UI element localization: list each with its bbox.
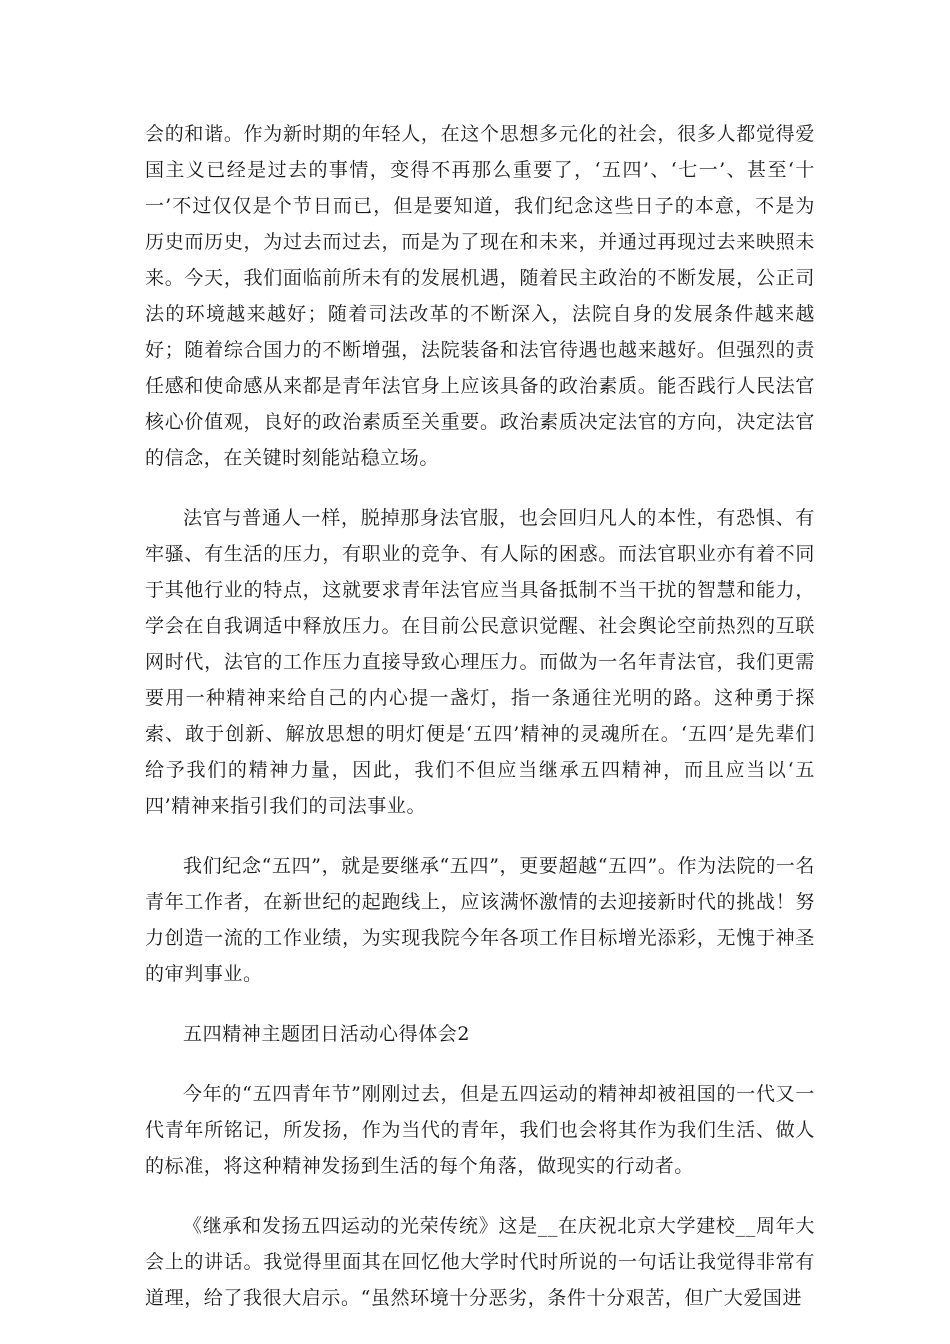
paragraph-speech: 《继承和发扬五四运动的光荣传统》这是__在庆祝北京大学建校__周年大会上的讲话。我觉得里面其在回忆他大学时代时所说的一句话让我觉得非常有道理，给了我很大启示。“虽然环境十分恶劣，条件十分艰苦，但广大爱国进 (145, 1215, 815, 1309)
document-body (145, 116, 815, 1340)
paragraph-continuation: 会的和谐。作为新时期的年轻人，在这个思想多元化的社会，很多人都觉得爱国主义已经是过去的事情，变得不再那么重要了，‘五四’、‘七一’、甚至‘十一’不过仅仅是个节日而已，但是要知道，我们纪念这些日子的本意，不是为历史而历史，为过去而过去，而是为了现在和未来，并通过再现过去来映照未来。今天，我们面临前所未有的发展机遇，随着民主政治的不断发展，公正司法的环境越来越好；随着司法改革的不断深入，法院自身的发展条件越来越好；随着综合国力的不断增强，法院装备和法官待遇也越来越好。但强烈的责任感和使命感从来都是青年法官身上应该具备的政治素质。能否践行人民法官核心价值观，良好的政治素质至关重要。政治素质决定法官的方向，决定法官的信念，在关键时刻能站稳立场。 (145, 123, 815, 469)
paragraph-judge-pressure: 法官与普通人一样，脱掉那身法官服，也会回归凡人的本性，有恐惧、有牢骚、有生活的压力，有职业的竞争、有人际的困惑。而法官职业亦有着不同于其他行业的特点，这就要求青年法官应当具备抵制不当干扰的智慧和能力，学会在自我调适中释放压力。在目前公民意识觉醒、社会舆论空前热烈的互联网时代，法官的工作压力直接导致心理压力。而做为一名年青法官，我们更需要用一种精神来给自己的内心提一盏灯，指一条通往光明的路。这种勇于探索、敢于创新、解放思想的明灯便是‘五四’精神的灵魂所在。‘五四’是先辈们给予我们的精神力量，因此，我们不但应当继承五四精神，而且应当以‘五四’精神来指引我们的司法事业。 (145, 507, 815, 817)
paragraph-youth-day: 今年的“五四青年节”刚刚过去，但是五四运动的精神却被祖国的一代又一代青年所铭记，所发扬，作为当代的青年，我们也会将其作为我们生活、做人的标准，将这种精神发扬到生活的每个角落，做现实的行动者。 (145, 1083, 815, 1177)
paragraph-commemorate: 我们纪念“五四”，就是要继承“五四”，更要超越“五四”。作为法院的一名青年工作者，在新世纪的起跑线上，应该满怀激情的去迎接新时代的挑战！努力创造一流的工作业绩，为实现我院今年各项工作目标增光添彩，无愧于神圣的审判事业。 (145, 855, 815, 985)
section-heading: 五四精神主题团日活动心得体会2 (183, 1023, 471, 1045)
